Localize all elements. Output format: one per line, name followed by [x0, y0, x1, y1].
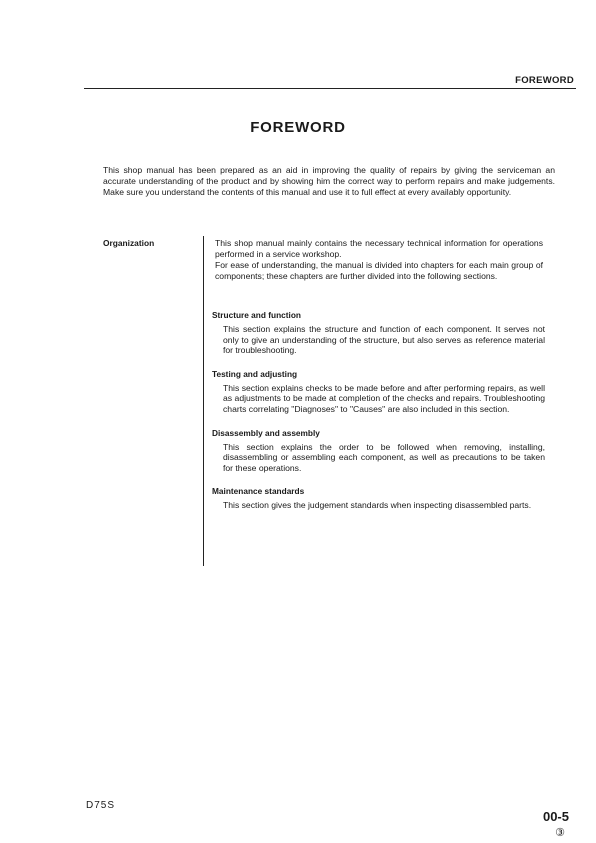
- section-heading: Disassembly and assembly: [212, 427, 320, 438]
- section-structure-function: [212, 310, 545, 356]
- section-text: This section explains the order to be followed when removing, installing, disassembling or assembling each component, as well as precautions to be taken for these operations.: [223, 441, 545, 473]
- intro-paragraph: This shop manual has been prepared as an aid in improving the quality of repairs by giving the serviceman an accurate understanding of the product and by showing him the correct way to perform repairs and make judgements. Make sure you understand the contents of this manual and use it to full effect at every availably opportunity.: [103, 165, 555, 198]
- section-text: This section explains the structure and function of each component. It serves not only to give an understanding of the structure, but also serves as reference material for troubleshooting.: [223, 324, 545, 356]
- vertical-rule: [203, 236, 204, 566]
- section-testing-adjusting: [212, 369, 545, 415]
- section-text: This section explains checks to be made before and after performing repairs, as well as adjustments to be made at completion of the checks and repairs. Troubleshooting charts correlating "Diagnoses" to "Causes" are also included in this section.: [223, 382, 545, 414]
- footer-revision: ③: [555, 827, 565, 839]
- page-title: FOREWORD: [250, 119, 346, 136]
- section-heading: Structure and function: [212, 310, 301, 320]
- organization-label: Organization: [103, 238, 155, 248]
- section-disassembly-assembly: [212, 428, 545, 474]
- footer-model: D75S: [86, 800, 116, 811]
- organization-paragraph-2: For ease of understanding, the manual is divided into chapters for each main group of components; these chapters are further divided into the following sections.: [215, 260, 543, 281]
- section-heading: Testing and adjusting: [212, 368, 298, 379]
- organization-text: [215, 238, 543, 282]
- footer-page-number: 00-5: [542, 809, 569, 824]
- header-label: FOREWORD: [515, 75, 574, 86]
- section-list: [212, 310, 545, 524]
- section-heading: Maintenance standards: [212, 486, 305, 497]
- section-text: This section gives the judgement standards when inspecting disassembled parts.: [223, 500, 532, 511]
- section-maintenance-standards: [212, 486, 545, 511]
- header-rule: [84, 88, 576, 89]
- organization-paragraph-1: This shop manual mainly contains the necessary technical information for operations performed in a service workshop.: [215, 238, 543, 259]
